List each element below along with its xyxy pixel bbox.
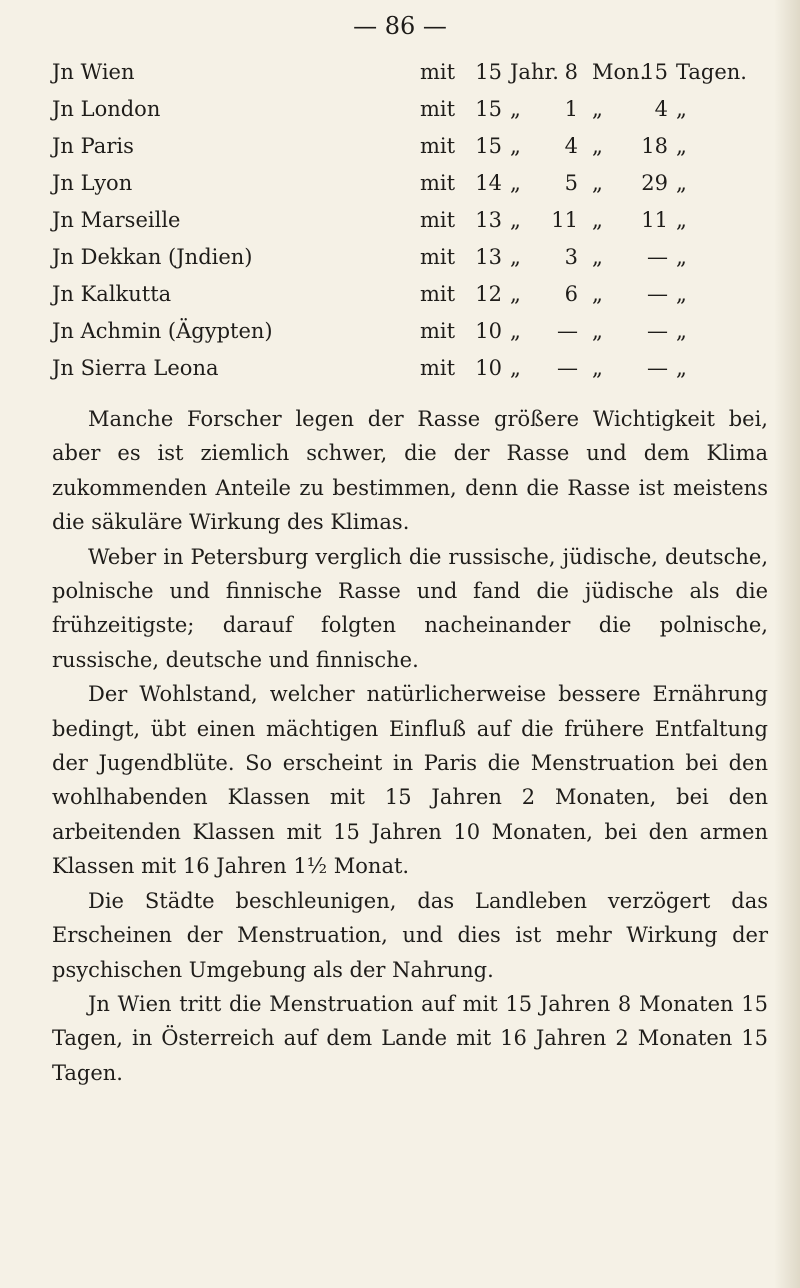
- years-unit-cell: „: [510, 134, 521, 158]
- years-cell: 10: [475, 319, 502, 343]
- place-cell: Jn Dekkan (Jndien): [52, 245, 253, 269]
- place-cell: Jn Marseille: [52, 208, 181, 232]
- place-cell: Jn Achmin (Ägypten): [52, 319, 273, 343]
- menstruation-age-table: [52, 54, 772, 387]
- page-number: — 86 —: [353, 12, 447, 40]
- place-cell: Jn Paris: [52, 134, 134, 158]
- years-cell: 13: [475, 208, 502, 232]
- mit-cell: mit: [420, 356, 456, 380]
- days-unit-cell: „: [676, 282, 687, 306]
- days-unit-cell: „: [676, 319, 687, 343]
- place-cell: Jn Kalkutta: [52, 282, 172, 306]
- months-cell: 11: [551, 208, 578, 232]
- years-unit-cell: „: [510, 319, 521, 343]
- days-cell: —: [647, 356, 668, 380]
- days-cell: —: [647, 282, 668, 306]
- table-row: [52, 350, 772, 387]
- paragraph: Der Wohlstand, welcher natürlicherweise bessere Ernährung bedingt, übt einen mächtigen Einfluß auf die frühere Entfaltung der Jugendblüte. So erscheint in Paris die Menstruation bei den wohlhabenden Klassen mit 15 Jahren 2 Monaten, bei den arbeitenden Klassen mit 15 Jahren 10 Monaten, bei den armen Klassen mit 16 Jahren 1½ Monat.: [52, 682, 768, 879]
- years-cell: 10: [475, 356, 502, 380]
- months-cell: 8: [564, 60, 578, 84]
- months-unit-cell: Mon.: [592, 60, 647, 84]
- days-cell: 18: [641, 134, 668, 158]
- years-cell: 14: [475, 171, 502, 195]
- days-cell: 15: [641, 60, 668, 84]
- place-cell: Jn Lyon: [52, 171, 133, 195]
- months-unit-cell: „: [592, 319, 603, 343]
- mit-cell: mit: [420, 319, 456, 343]
- years-cell: 15: [475, 97, 502, 121]
- months-unit-cell: „: [592, 245, 603, 269]
- years-unit-cell: „: [510, 282, 521, 306]
- table-row: [52, 313, 772, 350]
- table-row: [52, 202, 772, 239]
- months-unit-cell: „: [592, 282, 603, 306]
- years-unit-cell: „: [510, 208, 521, 232]
- years-cell: 13: [475, 245, 502, 269]
- days-unit-cell: „: [676, 134, 687, 158]
- days-cell: 4: [654, 97, 668, 121]
- months-cell: —: [557, 356, 578, 380]
- days-unit-cell: Tagen.: [676, 60, 747, 84]
- days-unit-cell: „: [676, 171, 687, 195]
- paragraph: Die Städte beschleunigen, das Landleben verzögert das Erscheinen der Menstruation, und dies ist mehr Wirkung der psychischen Umgebung als der Nahrung.: [52, 888, 768, 982]
- days-unit-cell: „: [676, 356, 687, 380]
- mit-cell: mit: [420, 282, 456, 306]
- body-text: [52, 402, 768, 1090]
- years-unit-cell: Jahr.: [510, 60, 559, 84]
- days-unit-cell: „: [676, 97, 687, 121]
- table-row: [52, 54, 772, 91]
- months-cell: 3: [564, 245, 578, 269]
- months-unit-cell: „: [592, 208, 603, 232]
- place-cell: Jn Wien: [52, 60, 135, 84]
- place-cell: Jn Sierra Leona: [52, 356, 219, 380]
- years-unit-cell: „: [510, 97, 521, 121]
- table-row: [52, 239, 772, 276]
- years-cell: 12: [475, 282, 502, 306]
- mit-cell: mit: [420, 60, 456, 84]
- mit-cell: mit: [420, 97, 456, 121]
- mit-cell: mit: [420, 134, 456, 158]
- days-cell: —: [647, 245, 668, 269]
- months-cell: —: [557, 319, 578, 343]
- months-unit-cell: „: [592, 171, 603, 195]
- paragraph: Weber in Petersburg verglich die russische, jüdische, deutsche, polnische und finnische Rasse und fand die jüdische als die frühzeitigste; darauf folgten nacheinander die polnische, russische, deutsche und finnische.: [52, 544, 768, 672]
- years-unit-cell: „: [510, 171, 521, 195]
- table-row: [52, 91, 772, 128]
- mit-cell: mit: [420, 245, 456, 269]
- months-cell: 6: [564, 282, 578, 306]
- days-cell: 11: [641, 208, 668, 232]
- years-cell: 15: [475, 60, 502, 84]
- years-cell: 15: [475, 134, 502, 158]
- table-row: [52, 128, 772, 165]
- months-unit-cell: „: [592, 97, 603, 121]
- table-row: [52, 276, 772, 313]
- months-cell: 1: [564, 97, 578, 121]
- table-row: [52, 165, 772, 202]
- days-unit-cell: „: [676, 208, 687, 232]
- paragraph: Manche Forscher legen der Rasse größere Wichtigkeit bei, aber es ist ziemlich schwer, die der Rasse und dem Klima zukommenden Anteile zu bestimmen, denn die Rasse ist meistens die säkuläre Wirkung des Klimas.: [52, 407, 768, 535]
- days-cell: —: [647, 319, 668, 343]
- place-cell: Jn London: [52, 97, 161, 121]
- mit-cell: mit: [420, 208, 456, 232]
- days-unit-cell: „: [676, 245, 687, 269]
- months-unit-cell: „: [592, 356, 603, 380]
- years-unit-cell: „: [510, 356, 521, 380]
- page-edge-shadow: [774, 0, 800, 1288]
- months-unit-cell: „: [592, 134, 603, 158]
- mit-cell: mit: [420, 171, 456, 195]
- days-cell: 29: [641, 171, 668, 195]
- paragraph: Jn Wien tritt die Menstruation auf mit 15 Jahren 8 Monaten 15 Tagen, in Österreich auf dem Lande mit 16 Jahren 2 Monaten 15 Tagen.: [52, 991, 768, 1085]
- years-unit-cell: „: [510, 245, 521, 269]
- months-cell: 4: [564, 134, 578, 158]
- months-cell: 5: [564, 171, 578, 195]
